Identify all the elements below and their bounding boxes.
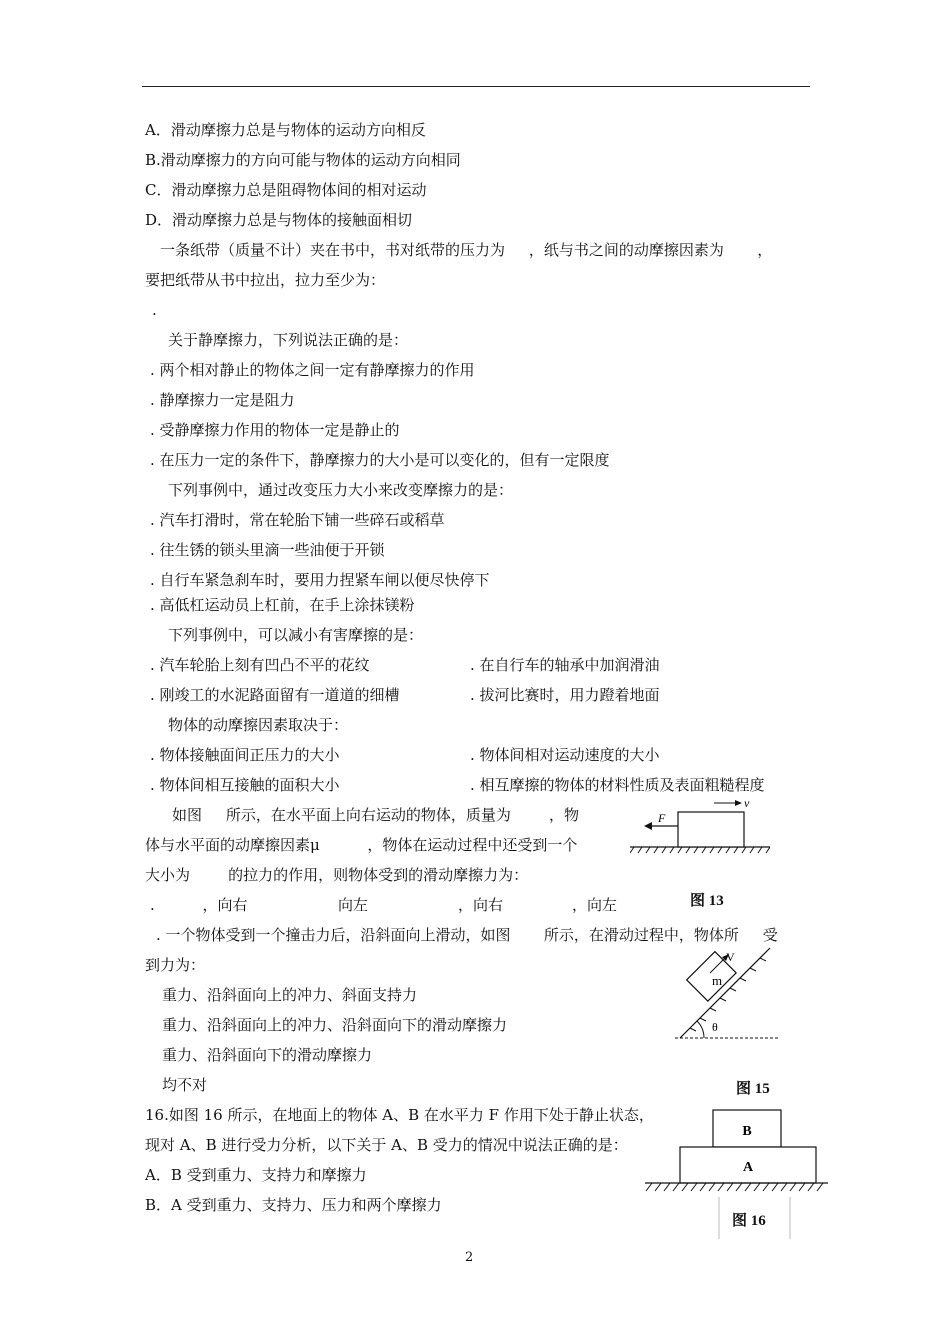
velocity-label: v — [744, 796, 750, 810]
option-line: . 相互摩擦的物体的材料性质及表面粗糙程度 — [470, 776, 765, 794]
block-b-label: B — [742, 1124, 752, 1139]
page-number: 2 — [465, 1250, 474, 1265]
option-line: 向左 — [338, 896, 369, 914]
option-marker: . — [152, 301, 157, 319]
question-text: 到力为： — [145, 956, 206, 974]
header-rule — [142, 86, 810, 87]
option-line: . 往生锈的锁头里滴一些油便于开锁 — [150, 541, 385, 559]
option-a: A．B 受到重力、支持力和摩擦力 — [145, 1166, 367, 1184]
question-text: 16.如图 16 所示，在地面上的物体 A、B 在水平力 F 作用下处于静止状态， — [145, 1106, 654, 1124]
question-text: 体与水平面的动摩擦因素μ ，物体在运动过程中还受到一个 — [145, 836, 578, 854]
block-a-label: A — [742, 1160, 754, 1175]
option-line: 均不对 — [162, 1076, 208, 1094]
option-line: ，向右 — [458, 896, 504, 914]
option-c: C．滑动摩擦力总是阻碍物体间的相对运动 — [145, 181, 427, 199]
option-line: . 在自行车的轴承中加润滑油 — [470, 656, 660, 674]
figure-15-caption: 图 15 — [736, 1081, 770, 1097]
question-text: 现对 A、B 进行受力分析，以下关于 A、B 受力的情况中说法正确的是： — [145, 1136, 628, 1154]
option-line: . 在压力一定的条件下，静摩擦力的大小是可以变化的，但有一定限度 — [150, 451, 610, 469]
figure-13-caption: 图 13 — [690, 893, 724, 909]
figure-15-diagram — [670, 945, 785, 1045]
velocity-label: V — [726, 950, 735, 964]
option-line: . 物体间相互接触的面积大小 — [150, 776, 340, 794]
option-a: A．滑动摩擦力总是与物体的运动方向相反 — [145, 121, 426, 139]
question-text: 大小为 的拉力的作用，则物体受到的滑动摩擦力为： — [145, 866, 529, 884]
option-d: D．滑动摩擦力总是与物体的接触面相切 — [145, 211, 413, 229]
figure-13-diagram — [630, 795, 770, 860]
option-line: 重力、沿斜面向上的冲力、斜面支持力 — [162, 986, 418, 1004]
option-line: . 自行车紧急刹车时，要用力捏紧车闸以便尽快停下 — [150, 571, 490, 589]
option-line: . 物体间相对运动速度的大小 — [470, 746, 660, 764]
option-line: . 静摩擦力一定是阻力 — [150, 391, 295, 409]
question-text: 如图 所示，在水平面上向右运动的物体，质量为 ，物 — [172, 806, 579, 824]
option-b: B．A 受到重力、支持力、压力和两个摩擦力 — [145, 1196, 442, 1214]
question-text: 物体的动摩擦因素取决于： — [168, 716, 349, 734]
figure-16-caption: 图 16 — [732, 1213, 766, 1229]
force-label: F — [658, 811, 666, 825]
option-line: 重力、沿斜面向下的滑动摩擦力 — [162, 1046, 373, 1064]
question-text: 下列事例中，通过改变压力大小来改变摩擦力的是： — [168, 481, 514, 499]
option-line: . 物体接触面间正压力的大小 — [150, 746, 340, 764]
option-line: . 汽车打滑时，常在轮胎下铺一些碎石或稻草 — [150, 511, 445, 529]
mass-label: m — [712, 973, 723, 988]
option-line: ，向左 — [572, 896, 618, 914]
question-text: 要把纸带从书中拉出，拉力至少为： — [145, 271, 386, 289]
question-text: 下列事例中，可以减小有害摩擦的是： — [168, 626, 424, 644]
option-line: . 汽车轮胎上刻有凹凸不平的花纹 — [150, 656, 370, 674]
option-line: . ，向右 — [150, 896, 248, 914]
option-line: 重力、沿斜面向上的冲力、沿斜面向下的滑动摩擦力 — [162, 1016, 508, 1034]
option-line: . 两个相对静止的物体之间一定有静摩擦力的作用 — [150, 361, 475, 379]
question-text: 关于静摩擦力，下列说法正确的是： — [168, 331, 409, 349]
option-line: . 受静摩擦力作用的物体一定是静止的 — [150, 421, 400, 439]
question-text: 一条纸带（质量不计）夹在书中，书对纸带的压力为 ，纸与书之间的动摩擦因素为 ， — [160, 241, 773, 259]
option-line: . 刚竣工的水泥路面留有一道道的细槽 — [150, 686, 400, 704]
question-text: . 一个物体受到一个撞击力后，沿斜面向上滑动，如图 所示，在滑动过程中，物体所 受 — [156, 926, 778, 944]
option-line: . 高低杠运动员上杠前，在手上涂抹镁粉 — [150, 596, 415, 614]
option-b: B.滑动摩擦力的方向可能与物体的运动方向相同 — [145, 151, 461, 169]
angle-label: θ — [712, 1020, 718, 1034]
option-line: . 拔河比赛时，用力蹬着地面 — [470, 686, 660, 704]
